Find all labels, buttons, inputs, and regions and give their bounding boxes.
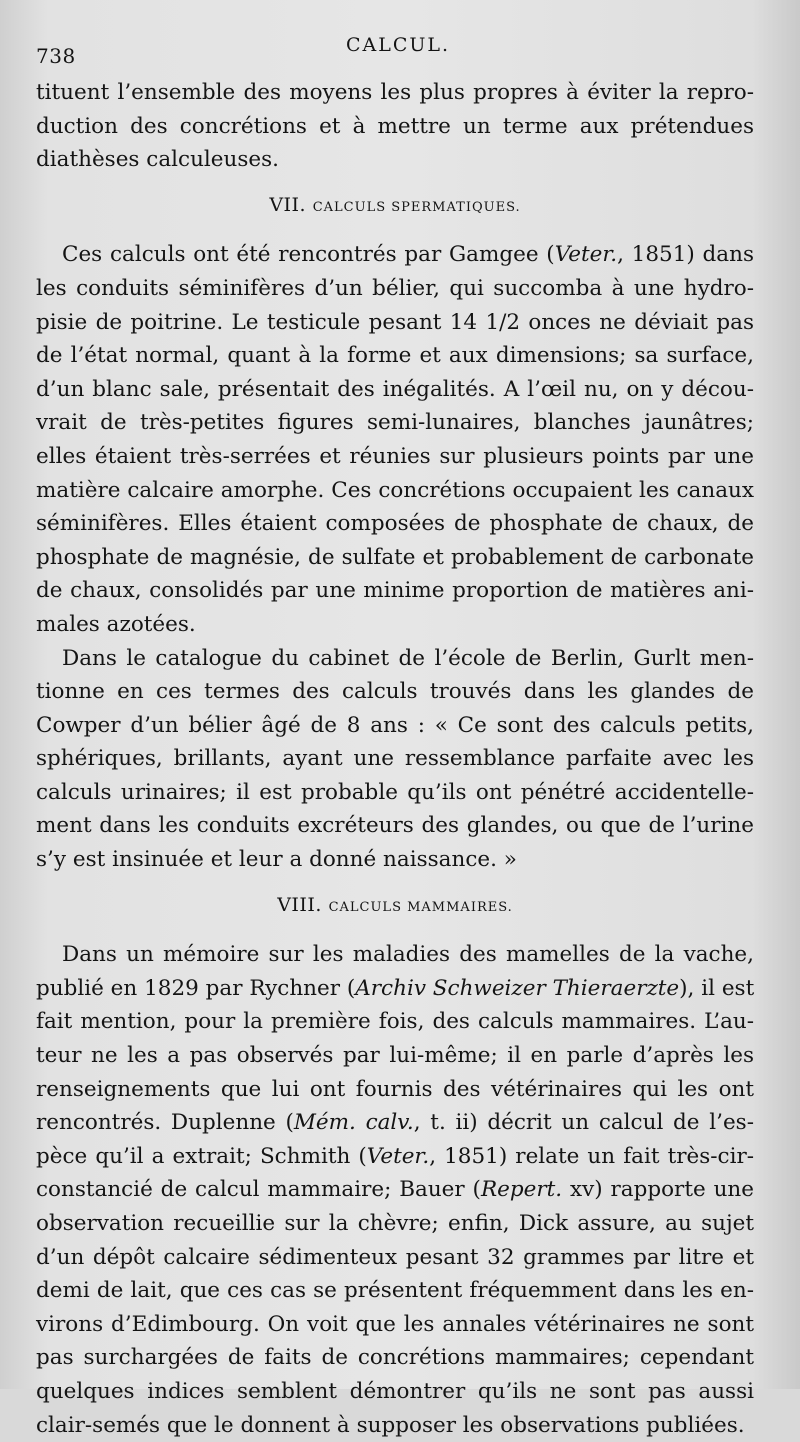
text-line: Dans un mémoire sur les maladies des mamelles de la vache, xyxy=(62,942,754,968)
text-line: constancié de calcul mammaire; Bauer (Repert. xv) rapporte une xyxy=(36,1177,754,1203)
text-line: d’un blanc sale, présentait des inégalités. A l’œil nu, on y décou- xyxy=(36,376,754,402)
body-text xyxy=(36,76,754,1442)
page-number: 738 xyxy=(36,44,76,68)
section-title: CALCULS MAMMAIRES. xyxy=(328,899,513,915)
text-line: diathèses calculeuses. xyxy=(36,147,279,173)
citation-archiv: Archiv Schweizer Thieraerzte xyxy=(355,975,680,1001)
text-line: phosphate de magnésie, de sulfate et probablement de carbonate xyxy=(36,544,754,570)
section-heading-vii xyxy=(36,189,754,225)
citation-repert: Repert. xyxy=(480,1177,563,1203)
text-line: sphériques, brillants, ayant une ressemblance parfaite avec les xyxy=(36,746,754,772)
paragraph-spermatic-calculi xyxy=(36,238,754,641)
text-line: séminifères. Elles étaient composées de phosphate de chaux, de xyxy=(36,511,754,537)
text-line: d’un dépôt calcaire sédimenteux pesant 32 grammes par litre et xyxy=(36,1244,754,1270)
text-line: virons d’Edimbourg. On voit que les annales vétérinaires ne sont xyxy=(36,1311,754,1337)
text-line: pas surchargées de faits de concrétions mammaires; cependant xyxy=(36,1345,754,1371)
section-heading-viii xyxy=(36,889,754,925)
section-number: VIII. xyxy=(277,893,322,916)
text-line: publié en 1829 par Rychner (Archiv Schweizer Thieraerzte), il est xyxy=(36,975,755,1001)
text-line: les conduits séminifères d’un bélier, qui succomba à une hydro- xyxy=(36,275,754,301)
text-line: pisie de poitrine. Le testicule pesant 14 1/2 onces ne déviait pas xyxy=(36,309,754,335)
text-line: pèce qu’il a extrait; Schmith (Veter., 1851) relate un fait très-cir- xyxy=(36,1143,754,1169)
text-line: quelques indices semblent démontrer qu’ils ne sont pas aussi xyxy=(36,1378,754,1404)
text-line: s’y est insinuée et leur a donné naissance. » xyxy=(36,847,517,873)
paragraph-mammary-calculi xyxy=(36,938,754,1442)
text-line: Cowper d’un bélier âgé de 8 ans : « Ce sont des calculs petits, xyxy=(36,712,754,738)
section-title: CALCULS SPERMATIQUES. xyxy=(312,199,521,215)
text-line: rencontrés. Duplenne (Mém. calv., t. ii) décrit un calcul de l’es- xyxy=(36,1110,754,1136)
citation-veter: Veter. xyxy=(366,1143,430,1169)
text-line: clair-semés que le donnent à supposer les observations publiées. xyxy=(36,1412,745,1438)
text-line: de chaux, consolidés par une minime proportion de matières ani- xyxy=(36,578,754,604)
paragraph-berlin-catalogue xyxy=(36,642,754,877)
text-line: males azotées. xyxy=(36,611,196,637)
citation-veter: Veter. xyxy=(554,242,618,268)
text-line: demi de lait, que ces cas se présentent fréquemment dans les en- xyxy=(36,1278,754,1304)
paragraph-continuation xyxy=(36,76,754,177)
text-line: fait mention, pour la première fois, des calculs mammaires. L’au- xyxy=(36,1009,754,1035)
text-line: tionne en ces termes des calculs trouvés dans les glandes de xyxy=(36,679,754,705)
text-line: duction des concrétions et à mettre un terme aux prétendues xyxy=(36,113,754,139)
text-line: Ces calculs ont été rencontrés par Gamgee (Veter., 1851) dans xyxy=(62,242,754,268)
section-number: VII. xyxy=(269,193,307,216)
citation-mem-calv: Mém. calv. xyxy=(293,1110,414,1136)
text-line: elles étaient très-serrées et réunies sur plusieurs points par une xyxy=(36,443,754,469)
text-line: observation recueillie sur la chèvre; enfin, Dick assure, au sujet xyxy=(36,1211,754,1236)
text-line: Dans le catalogue du cabinet de l’école de Berlin, Gurlt men- xyxy=(62,645,754,671)
text-line: de l’état normal, quant à la forme et aux dimensions; sa surface, xyxy=(36,343,754,369)
text-line: teur ne les a pas observés par lui-même; il en parle d’après les xyxy=(36,1043,754,1069)
page-header xyxy=(36,30,760,68)
text-line: renseignements que lui ont fournis des vétérinaires qui les ont xyxy=(36,1076,754,1102)
text-line: vrait de très-petites figures semi-lunaires, blanches jaunâtres; xyxy=(36,410,754,436)
text-line: tituent l’ensemble des moyens les plus propres à éviter la repro- xyxy=(36,80,754,105)
running-title: CALCUL. xyxy=(345,34,451,56)
text-line: calculs urinaires; il est probable qu’ils ont pénétré accidentelle- xyxy=(36,779,754,805)
text-line: matière calcaire amorphe. Ces concrétions occupaient les canaux xyxy=(36,477,754,503)
text-line: ment dans les conduits excréteurs des glandes, ou que de l’urine xyxy=(36,813,754,839)
